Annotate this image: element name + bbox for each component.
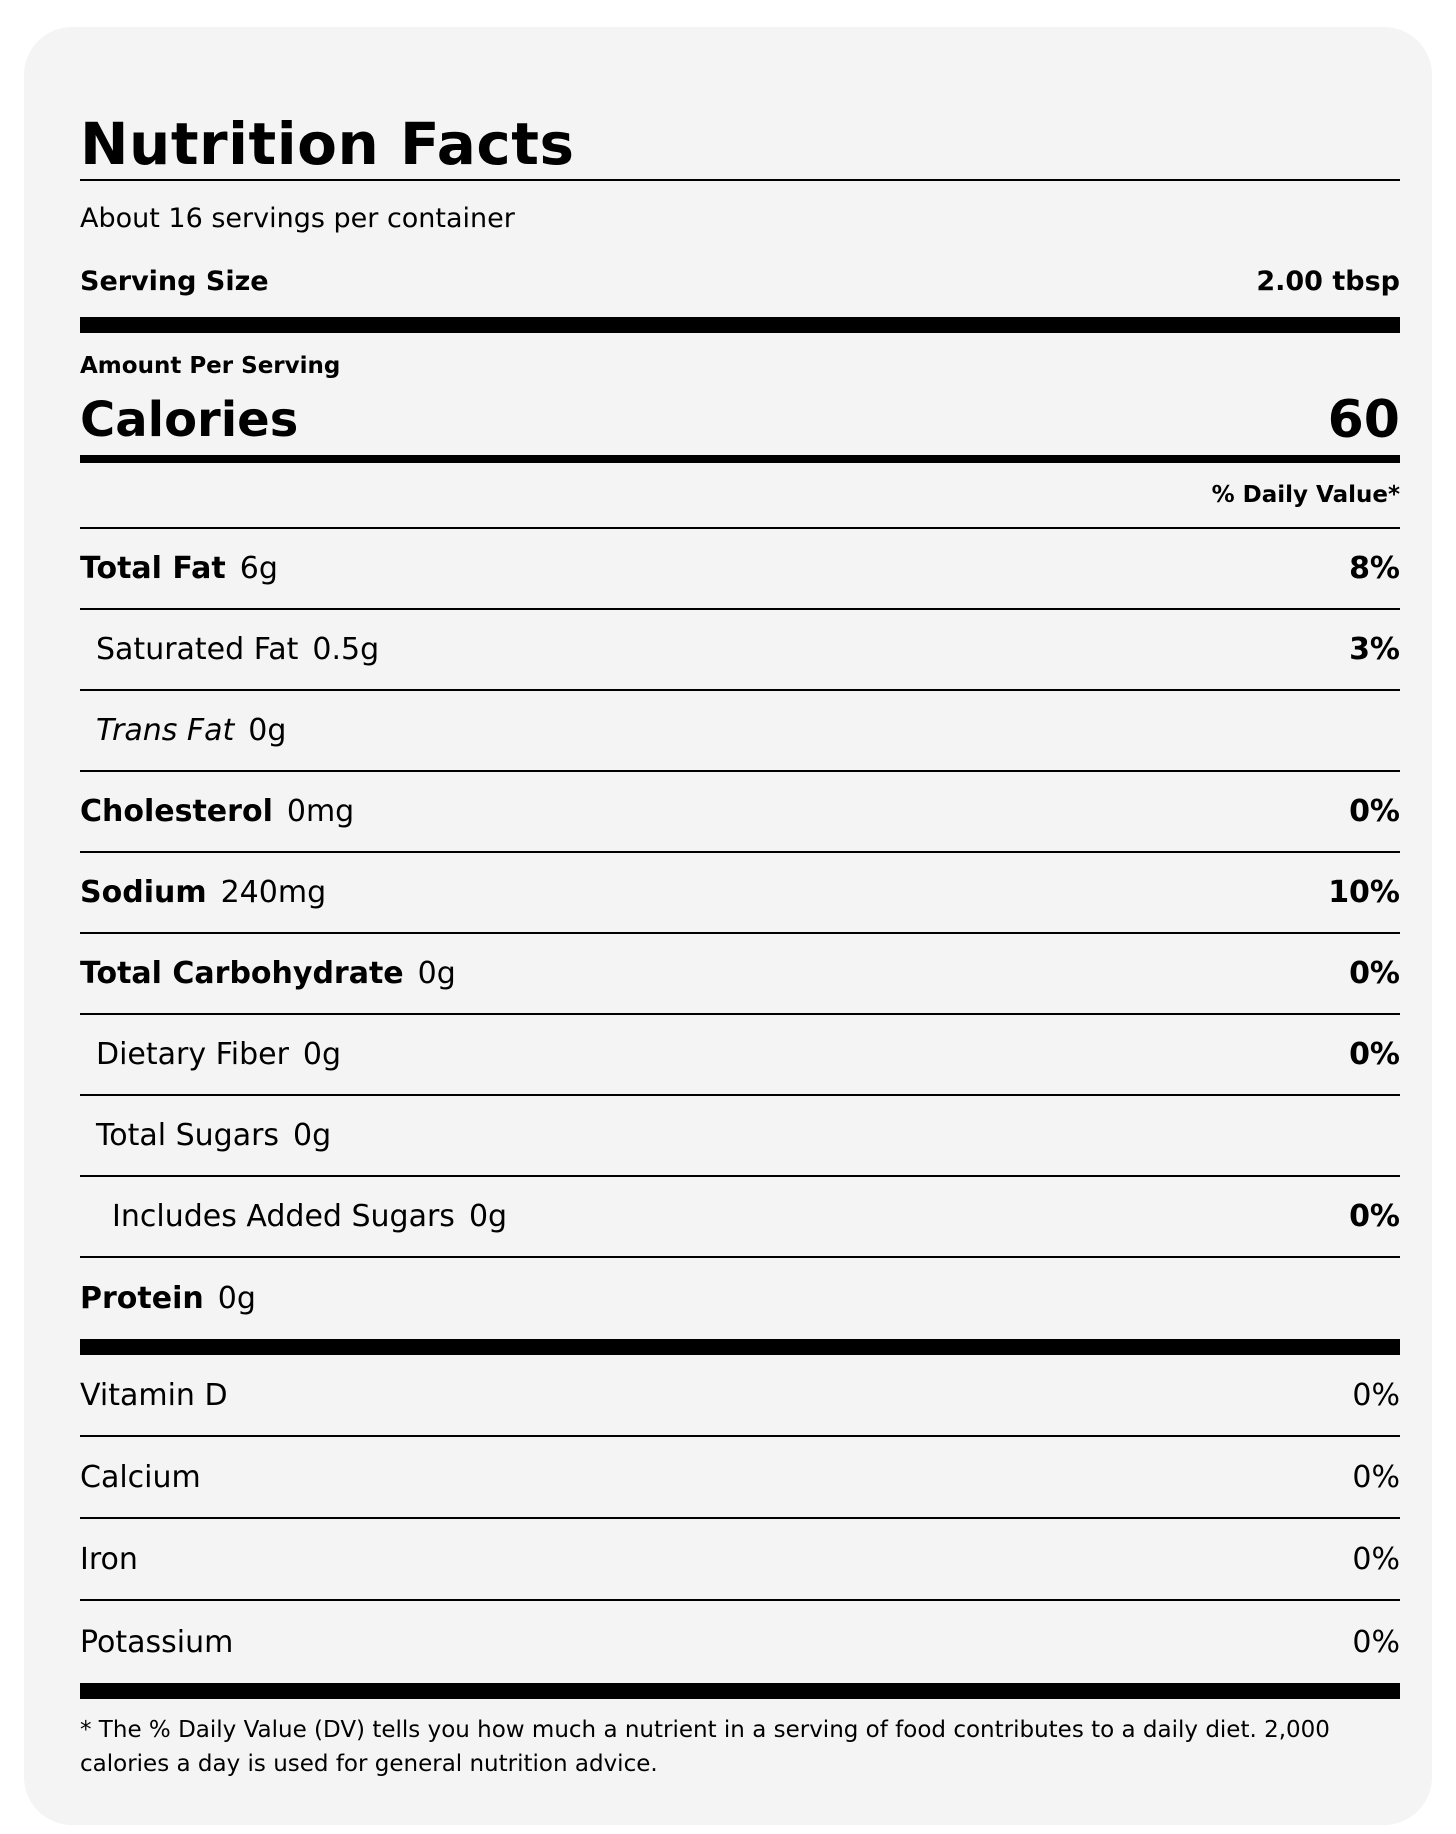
nutrient-list bbox=[80, 529, 1400, 1339]
serving-size-label: Serving Size bbox=[80, 265, 269, 297]
nutrient-name: Sodium bbox=[80, 875, 207, 910]
serving-size-value: 2.00 tbsp bbox=[1256, 265, 1400, 297]
serving-size-row bbox=[80, 255, 1400, 317]
nutrient-name: Saturated Fat bbox=[96, 632, 299, 667]
thick-divider bbox=[80, 1339, 1400, 1355]
vitamin-name: Vitamin D bbox=[80, 1377, 228, 1413]
medium-divider bbox=[80, 455, 1400, 463]
nutrient-amount: 6g bbox=[239, 551, 278, 586]
vitamin-daily-value: 0% bbox=[1352, 1459, 1400, 1495]
daily-value-footnote: * The % Daily Value (DV) tells you how much a nutrient in a serving of food contributes to a daily diet. 2,000 calories a day is used for general nutrition advice. bbox=[80, 1717, 1330, 1777]
nutrition-facts-panel bbox=[24, 27, 1432, 1825]
nutrition-facts-content bbox=[80, 109, 1400, 1781]
daily-value-header: % Daily Value* bbox=[1211, 482, 1400, 508]
nutrient-amount: 0.5g bbox=[312, 632, 380, 667]
nutrient-row-cholesterol bbox=[80, 772, 1400, 853]
nutrient-amount: 0g bbox=[302, 1037, 342, 1072]
thick-divider bbox=[80, 1683, 1400, 1699]
nutrient-row-dietary-fiber bbox=[80, 1015, 1400, 1096]
nutrient-daily-value: 8% bbox=[1349, 551, 1400, 586]
label-title: Nutrition Facts bbox=[80, 110, 575, 178]
nutrient-amount: 0mg bbox=[286, 794, 355, 829]
calories-row bbox=[80, 385, 1400, 455]
nutrient-row-total-carbohydrate bbox=[80, 934, 1400, 1015]
nutrient-name: Dietary Fiber bbox=[96, 1037, 289, 1072]
nutrient-name: Total Fat bbox=[80, 551, 226, 586]
vitamin-row-calcium bbox=[80, 1437, 1400, 1519]
nutrient-amount: 0g bbox=[417, 956, 456, 991]
nutrient-row-total-sugars bbox=[80, 1096, 1400, 1177]
nutrient-daily-value: 0% bbox=[1349, 1199, 1400, 1234]
nutrient-daily-value: 3% bbox=[1349, 632, 1400, 667]
vitamin-daily-value: 0% bbox=[1352, 1377, 1400, 1413]
daily-value-header-row bbox=[80, 463, 1400, 527]
nutrient-amount: 0g bbox=[293, 1118, 332, 1153]
vitamin-list bbox=[80, 1355, 1400, 1683]
nutrient-row-sodium bbox=[80, 853, 1400, 934]
servings-per-container: About 16 servings per container bbox=[80, 202, 515, 234]
nutrient-amount: 240mg bbox=[220, 875, 327, 910]
nutrient-daily-value: 0% bbox=[1349, 794, 1400, 829]
vitamin-name: Potassium bbox=[80, 1624, 234, 1660]
nutrient-row-added-sugars bbox=[80, 1177, 1400, 1258]
nutrient-daily-value: 0% bbox=[1349, 1037, 1400, 1072]
nutrient-name: Protein bbox=[80, 1281, 204, 1316]
nutrient-name: Total Carbohydrate bbox=[80, 956, 404, 991]
nutrient-name: Trans Fat bbox=[96, 713, 235, 748]
calories-label: Calories bbox=[80, 392, 299, 448]
amount-per-serving: Amount Per Serving bbox=[80, 353, 341, 379]
calories-value: 60 bbox=[1327, 390, 1400, 450]
nutrient-name: Cholesterol bbox=[80, 794, 273, 829]
nutrient-name: Includes Added Sugars bbox=[112, 1199, 455, 1234]
vitamin-daily-value: 0% bbox=[1352, 1541, 1400, 1577]
nutrient-row-total-fat bbox=[80, 529, 1400, 610]
nutrient-row-protein bbox=[80, 1258, 1400, 1339]
vitamin-name: Calcium bbox=[80, 1459, 201, 1495]
nutrient-row-saturated-fat bbox=[80, 610, 1400, 691]
nutrient-name: Total Sugars bbox=[96, 1118, 280, 1153]
nutrient-daily-value: 0% bbox=[1349, 956, 1400, 991]
nutrient-amount: 0g bbox=[248, 713, 287, 748]
vitamin-daily-value: 0% bbox=[1352, 1624, 1400, 1660]
vitamin-row-iron bbox=[80, 1519, 1400, 1601]
nutrient-row-trans-fat bbox=[80, 691, 1400, 772]
nutrient-amount: 0g bbox=[217, 1281, 256, 1316]
nutrient-daily-value: 10% bbox=[1328, 875, 1400, 910]
nutrient-amount: 0g bbox=[468, 1199, 508, 1234]
thick-divider bbox=[80, 317, 1400, 333]
vitamin-row-vitamin-d bbox=[80, 1355, 1400, 1437]
vitamin-row-potassium bbox=[80, 1601, 1400, 1683]
vitamin-name: Iron bbox=[80, 1541, 138, 1577]
